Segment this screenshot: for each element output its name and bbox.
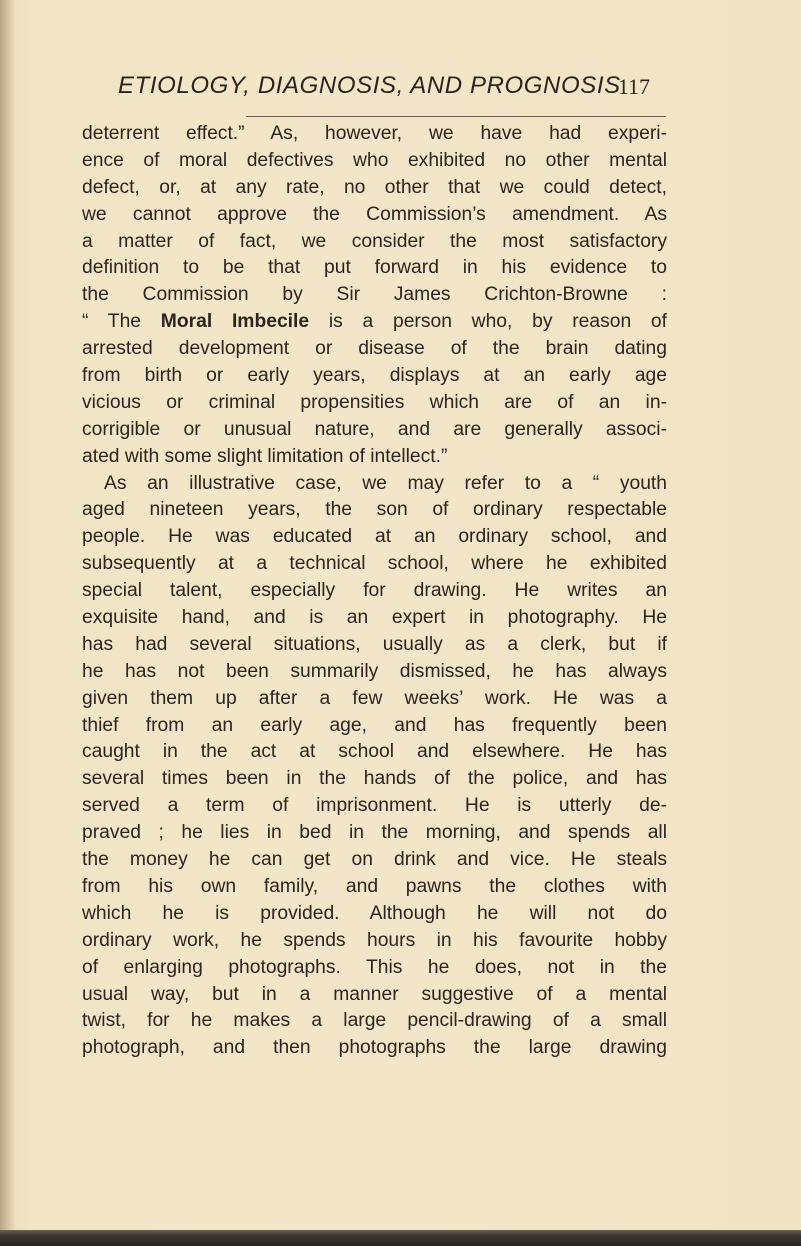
text-line: praved ; he lies in bed in the morning, and spends all bbox=[82, 822, 667, 844]
moral-imbecile-term: Moral Imbecile bbox=[160, 311, 310, 333]
text-line: exquisite hand, and is an expert in photography. He bbox=[82, 607, 667, 629]
text-line: the Commission by Sir James Crichton-Browne : bbox=[82, 284, 667, 306]
text-line: thief from an early age, and has frequently been bbox=[82, 714, 667, 736]
text-line: given them up after a few weeks’ work. He was a bbox=[82, 687, 667, 709]
text-line: corrigible or unusual nature, and are generally associ- bbox=[82, 418, 667, 440]
page-number: 117 bbox=[617, 74, 650, 99]
quote-open: “ The bbox=[82, 311, 161, 333]
text-line: As an illustrative case, we may refer to a “ youth bbox=[104, 472, 667, 494]
page-gutter bbox=[0, 0, 14, 1246]
text-line: arrested development or disease of the brain dating bbox=[82, 338, 667, 360]
text-line: deterrent effect.” As, however, we have had experi- bbox=[82, 123, 667, 144]
text-line: several times been in the hands of the police, and has bbox=[82, 768, 667, 790]
text-line: caught in the act at school and elsewhere. He has bbox=[82, 741, 667, 763]
text-line: ordinary work, he spends hours in his favourite hobby bbox=[82, 929, 667, 951]
text-line: photograph, and then photographs the large drawing bbox=[82, 1037, 667, 1059]
quote-continuation: is a person who, by reason of bbox=[309, 311, 667, 333]
text-line: has had several situations, usually as a clerk, but if bbox=[82, 633, 667, 655]
text-line: we cannot approve the Commission’s amendment. As bbox=[82, 203, 667, 225]
text-line: which he is provided. Although he will not do bbox=[82, 902, 667, 924]
text-line: ence of moral defectives who exhibited no other mental bbox=[82, 149, 667, 171]
text-line: the money he can get on drink and vice. He steals bbox=[82, 849, 667, 871]
text-line: special talent, especially for drawing. He writes an bbox=[82, 580, 667, 602]
text-line: he has not been summarily dismissed, he has always bbox=[82, 660, 667, 682]
text-line: people. He was educated at an ordinary school, and bbox=[82, 526, 667, 548]
running-head bbox=[118, 72, 658, 104]
text-line: served a term of imprisonment. He is utterly de- bbox=[82, 795, 667, 817]
text-line: a matter of fact, we consider the most satisfactory bbox=[82, 230, 667, 252]
text-line: twist, for he makes a large pencil-drawing of a small bbox=[82, 1010, 667, 1032]
text-line: ated with some slight limitation of intellect.” bbox=[82, 445, 448, 467]
text-line: subsequently at a technical school, where he exhibited bbox=[82, 553, 667, 575]
running-title: ETIOLOGY, DIAGNOSIS, AND PROGNOSIS bbox=[118, 72, 621, 99]
text-line: from his own family, and pawns the clothes with bbox=[82, 875, 667, 897]
text-line: vicious or criminal propensities which are of an in- bbox=[82, 391, 667, 413]
text-line: from birth or early years, displays at an early age bbox=[82, 365, 667, 387]
text-line: usual way, but in a manner suggestive of a mental bbox=[82, 983, 667, 1005]
text-line: definition to be that put forward in his evidence to bbox=[82, 257, 667, 279]
text-line: of enlarging photographs. This he does, not in the bbox=[82, 956, 667, 978]
text-line bbox=[82, 309, 667, 336]
text-line: defect, or, at any rate, no other that we could detect, bbox=[82, 176, 667, 198]
text-line: aged nineteen years, the son of ordinary respectable bbox=[82, 499, 667, 521]
body-text bbox=[82, 121, 667, 1062]
header-rule bbox=[246, 116, 666, 117]
page-bottom-edge bbox=[0, 1230, 801, 1246]
